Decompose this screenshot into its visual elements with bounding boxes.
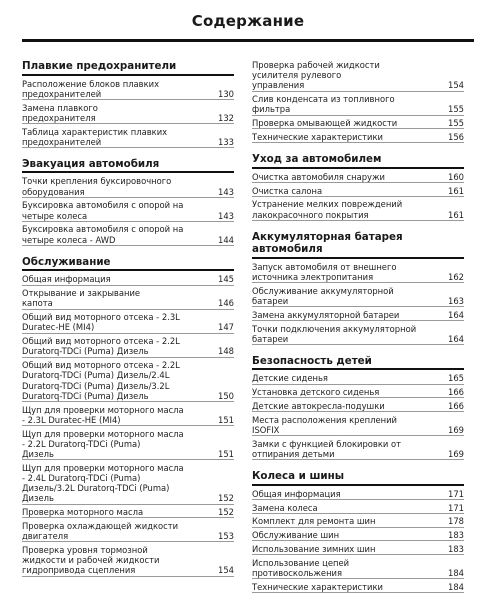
toc-entry[interactable] xyxy=(252,401,464,412)
toc-page-number: 151 xyxy=(218,448,234,459)
toc-left-column xyxy=(22,60,234,587)
toc-page-number: 150 xyxy=(218,390,234,401)
toc-entry[interactable] xyxy=(22,521,234,542)
toc-entry[interactable] xyxy=(22,360,234,402)
toc-entry-label: Щуп для проверки моторного масла - 2.4L Duratorq-TDCi (Puma) Дизель/3.2L Duratorq-TDCi (Puma) Дизель xyxy=(22,462,184,504)
toc-page-number: 152 xyxy=(218,507,234,518)
toc-entry-label: Слив конденсата из топливного фильтра xyxy=(252,94,395,115)
toc-entry-label: Места расположения креплений ISOFIX xyxy=(252,414,397,435)
toc-entry[interactable] xyxy=(252,503,464,514)
toc-page-number: 146 xyxy=(218,298,234,309)
toc-page-number: 154 xyxy=(218,565,234,576)
toc-page-number: 143 xyxy=(218,186,234,197)
toc-page-number: 153 xyxy=(218,531,234,542)
toc-entry-label: Обслуживание шин xyxy=(252,530,340,541)
toc-entry[interactable] xyxy=(252,118,464,129)
toc-entry[interactable] xyxy=(252,439,464,460)
toc-entry[interactable] xyxy=(22,200,234,221)
toc-entry[interactable] xyxy=(252,373,464,384)
toc-entry[interactable] xyxy=(22,127,234,148)
toc-page-number: 183 xyxy=(448,543,464,554)
toc-entry[interactable] xyxy=(252,132,464,143)
toc-section xyxy=(22,158,234,246)
toc-entry-label: Точки подключения аккумуляторной батареи xyxy=(252,323,417,344)
toc-entry-label: Общий вид моторного отсека - 2.2L Duratorq-TDCi (Puma) Дизель/2.4L Duratorq-TDCi (Puma) Дизель/3.2L Duratorq-TDCi (Puma) Дизель xyxy=(22,360,180,401)
toc-entry[interactable] xyxy=(22,463,234,505)
toc-page-number: 143 xyxy=(218,210,234,221)
toc-entry-label: Таблица характеристик плавких предохранителей xyxy=(22,126,168,147)
toc-entry[interactable] xyxy=(22,507,234,518)
toc-entry[interactable] xyxy=(252,544,464,555)
toc-entry-label: Буксировка автомобиля с опорой на четыре колеса xyxy=(22,200,184,221)
toc-entry[interactable] xyxy=(252,60,464,92)
toc-entry[interactable] xyxy=(22,405,234,426)
toc-entry-label: Проверка охлаждающей жидкости двигателя xyxy=(22,520,179,542)
toc-page-number: 133 xyxy=(218,136,234,147)
toc-page-number: 161 xyxy=(448,185,464,196)
toc-page-number: 183 xyxy=(448,530,464,541)
toc-entry-label: Установка детского сиденья xyxy=(252,387,380,398)
toc-entry[interactable] xyxy=(252,558,464,579)
toc-entry[interactable] xyxy=(22,274,234,285)
toc-entry-label: Общий вид моторного отсека - 2.2L Duratorq-TDCi (Puma) Дизель xyxy=(22,336,180,357)
toc-page-number: 151 xyxy=(218,414,234,425)
toc-entry[interactable] xyxy=(252,199,464,220)
toc-section xyxy=(252,355,464,460)
toc-right-column xyxy=(252,60,464,603)
toc-entry[interactable] xyxy=(22,103,234,124)
section-title: Колеса и шины xyxy=(252,470,464,486)
toc-page-number: 162 xyxy=(448,271,464,282)
toc-page-number: 163 xyxy=(448,295,464,306)
toc-entry-label: Технические характеристики xyxy=(252,581,383,592)
toc-section xyxy=(252,470,464,593)
page-title: Содержание xyxy=(191,12,305,30)
toc-entry-label: Устранение мелких повреждений лакокрасочного покрытия xyxy=(252,199,403,220)
toc-entry[interactable] xyxy=(22,429,234,461)
toc-page-number: 156 xyxy=(448,132,464,142)
toc-page-number: 166 xyxy=(448,387,464,398)
toc-page-number: 145 xyxy=(218,274,234,285)
toc-entry-label: Открывание и закрывание капота xyxy=(22,288,141,309)
toc-page-number: 161 xyxy=(448,209,464,220)
toc-entry[interactable] xyxy=(22,224,234,245)
toc-page-number: 166 xyxy=(448,401,464,411)
toc-entry-label: Замки с функцией блокировки от отпирания детьми xyxy=(252,438,401,459)
toc-page-number: 164 xyxy=(448,309,464,320)
toc-entry[interactable] xyxy=(22,176,234,197)
toc-entry-label: Общий вид моторного отсека - 2.3L Duratec-HE (MI4) xyxy=(22,312,180,333)
toc-entry[interactable] xyxy=(22,288,234,309)
toc-entry[interactable] xyxy=(252,582,464,593)
toc-page-number: 130 xyxy=(218,88,234,99)
toc-entry-label: Общая информация xyxy=(22,274,111,285)
toc-page-number: 178 xyxy=(448,516,464,527)
toc-entry-label: Проверка рабочей жидкости усилителя рулевого управления xyxy=(252,60,380,91)
toc-entry[interactable] xyxy=(252,310,464,321)
toc-entry[interactable] xyxy=(252,489,464,500)
toc-entry[interactable] xyxy=(252,172,464,183)
toc-entry[interactable] xyxy=(252,262,464,283)
toc-page-number: 144 xyxy=(218,234,234,245)
toc-entry-label: Обслуживание аккумуляторной батареи xyxy=(252,285,394,306)
title-bar xyxy=(22,12,474,42)
toc-entry-label: Очистка автомобиля снаружи xyxy=(252,171,385,182)
toc-entry-label: Щуп для проверки моторного масла - 2.2L Duratorq-TDCi (Puma) Дизель xyxy=(22,428,184,459)
toc-section xyxy=(22,60,234,148)
toc-entry-label: Запуск автомобиля от внешнего источника электропитания xyxy=(252,261,397,282)
toc-entry[interactable] xyxy=(252,387,464,398)
toc-section xyxy=(252,153,464,221)
toc-entry[interactable] xyxy=(252,94,464,115)
section-title: Эвакуация автомобиля xyxy=(22,158,234,174)
toc-entry-label: Расположение блоков плавких предохранителей xyxy=(22,78,160,99)
toc-page-number: 152 xyxy=(218,493,234,504)
toc-entry[interactable] xyxy=(252,530,464,541)
toc-entry[interactable] xyxy=(22,79,234,100)
toc-entry-label: Комплект для ремонта шин xyxy=(252,516,376,527)
title-rule xyxy=(22,39,474,42)
toc-section xyxy=(252,60,464,143)
toc-page-number: 169 xyxy=(448,425,464,435)
toc-page-number: 155 xyxy=(448,104,464,115)
toc-entry[interactable] xyxy=(252,286,464,307)
toc-page-number: 160 xyxy=(448,171,464,182)
toc-entry-label: Технические характеристики xyxy=(252,132,383,142)
toc-page-number: 132 xyxy=(218,112,234,123)
toc-entry-label: Детские автокресла-подушки xyxy=(252,401,385,411)
section-title: Обслуживание xyxy=(22,256,234,272)
toc-entry-label: Замена плавкого предохранителя xyxy=(22,102,98,123)
toc-section xyxy=(22,256,234,577)
toc-entry-label: Использование цепей противоскольжения xyxy=(252,557,350,578)
section-title: Плавкие предохранители xyxy=(22,60,234,76)
toc-page-number: 155 xyxy=(448,118,464,129)
toc-entry[interactable] xyxy=(22,312,234,333)
toc-entry[interactable] xyxy=(22,545,234,577)
section-title: Уход за автомобилем xyxy=(252,153,464,169)
toc-entry-label: Проверка уровня тормозной жидкости и рабочей жидкости гидропривода сцепления xyxy=(22,544,160,576)
toc-page-number: 147 xyxy=(218,322,234,333)
toc-entry[interactable] xyxy=(252,516,464,527)
toc-page-number: 171 xyxy=(448,488,464,499)
toc-entry-label: Щуп для проверки моторного масла - 2.3L Duratec-HE (MI4) xyxy=(22,404,184,425)
toc-entry-label: Проверка омывающей жидкости xyxy=(252,118,398,129)
toc-page-number: 171 xyxy=(448,502,464,513)
toc-page-number: 164 xyxy=(448,333,464,344)
toc-page-number: 154 xyxy=(448,80,464,91)
toc-page-number: 165 xyxy=(448,373,464,384)
toc-section xyxy=(252,231,464,345)
toc-entry[interactable] xyxy=(22,336,234,357)
toc-page-number: 184 xyxy=(448,581,464,592)
section-title: Безопасность детей xyxy=(252,355,464,371)
toc-entry-label: Точки крепления буксировочного оборудования xyxy=(22,176,172,197)
toc-entry[interactable] xyxy=(252,186,464,197)
toc-page-number: 169 xyxy=(448,449,464,459)
toc-entry-label: Буксировка автомобиля с опорой на четыре колеса - AWD xyxy=(22,224,184,245)
toc-entry-label: Использование зимних шин xyxy=(252,543,376,554)
toc-entry-label: Проверка моторного масла xyxy=(22,507,144,518)
section-title: Аккумуляторная батарея автомобиля xyxy=(252,231,464,259)
toc-entry[interactable] xyxy=(252,324,464,345)
toc-entry-label: Замена колеса xyxy=(252,502,318,513)
toc-entry-label: Общая информация xyxy=(252,488,341,499)
toc-entry-label: Детские сиденья xyxy=(252,373,328,384)
toc-page-number: 148 xyxy=(218,346,234,357)
toc-entry-label: Очистка салона xyxy=(252,185,323,196)
toc-page-number: 184 xyxy=(448,567,464,578)
toc-entry-label: Замена аккумуляторной батареи xyxy=(252,309,400,320)
toc-entry[interactable] xyxy=(252,415,464,436)
